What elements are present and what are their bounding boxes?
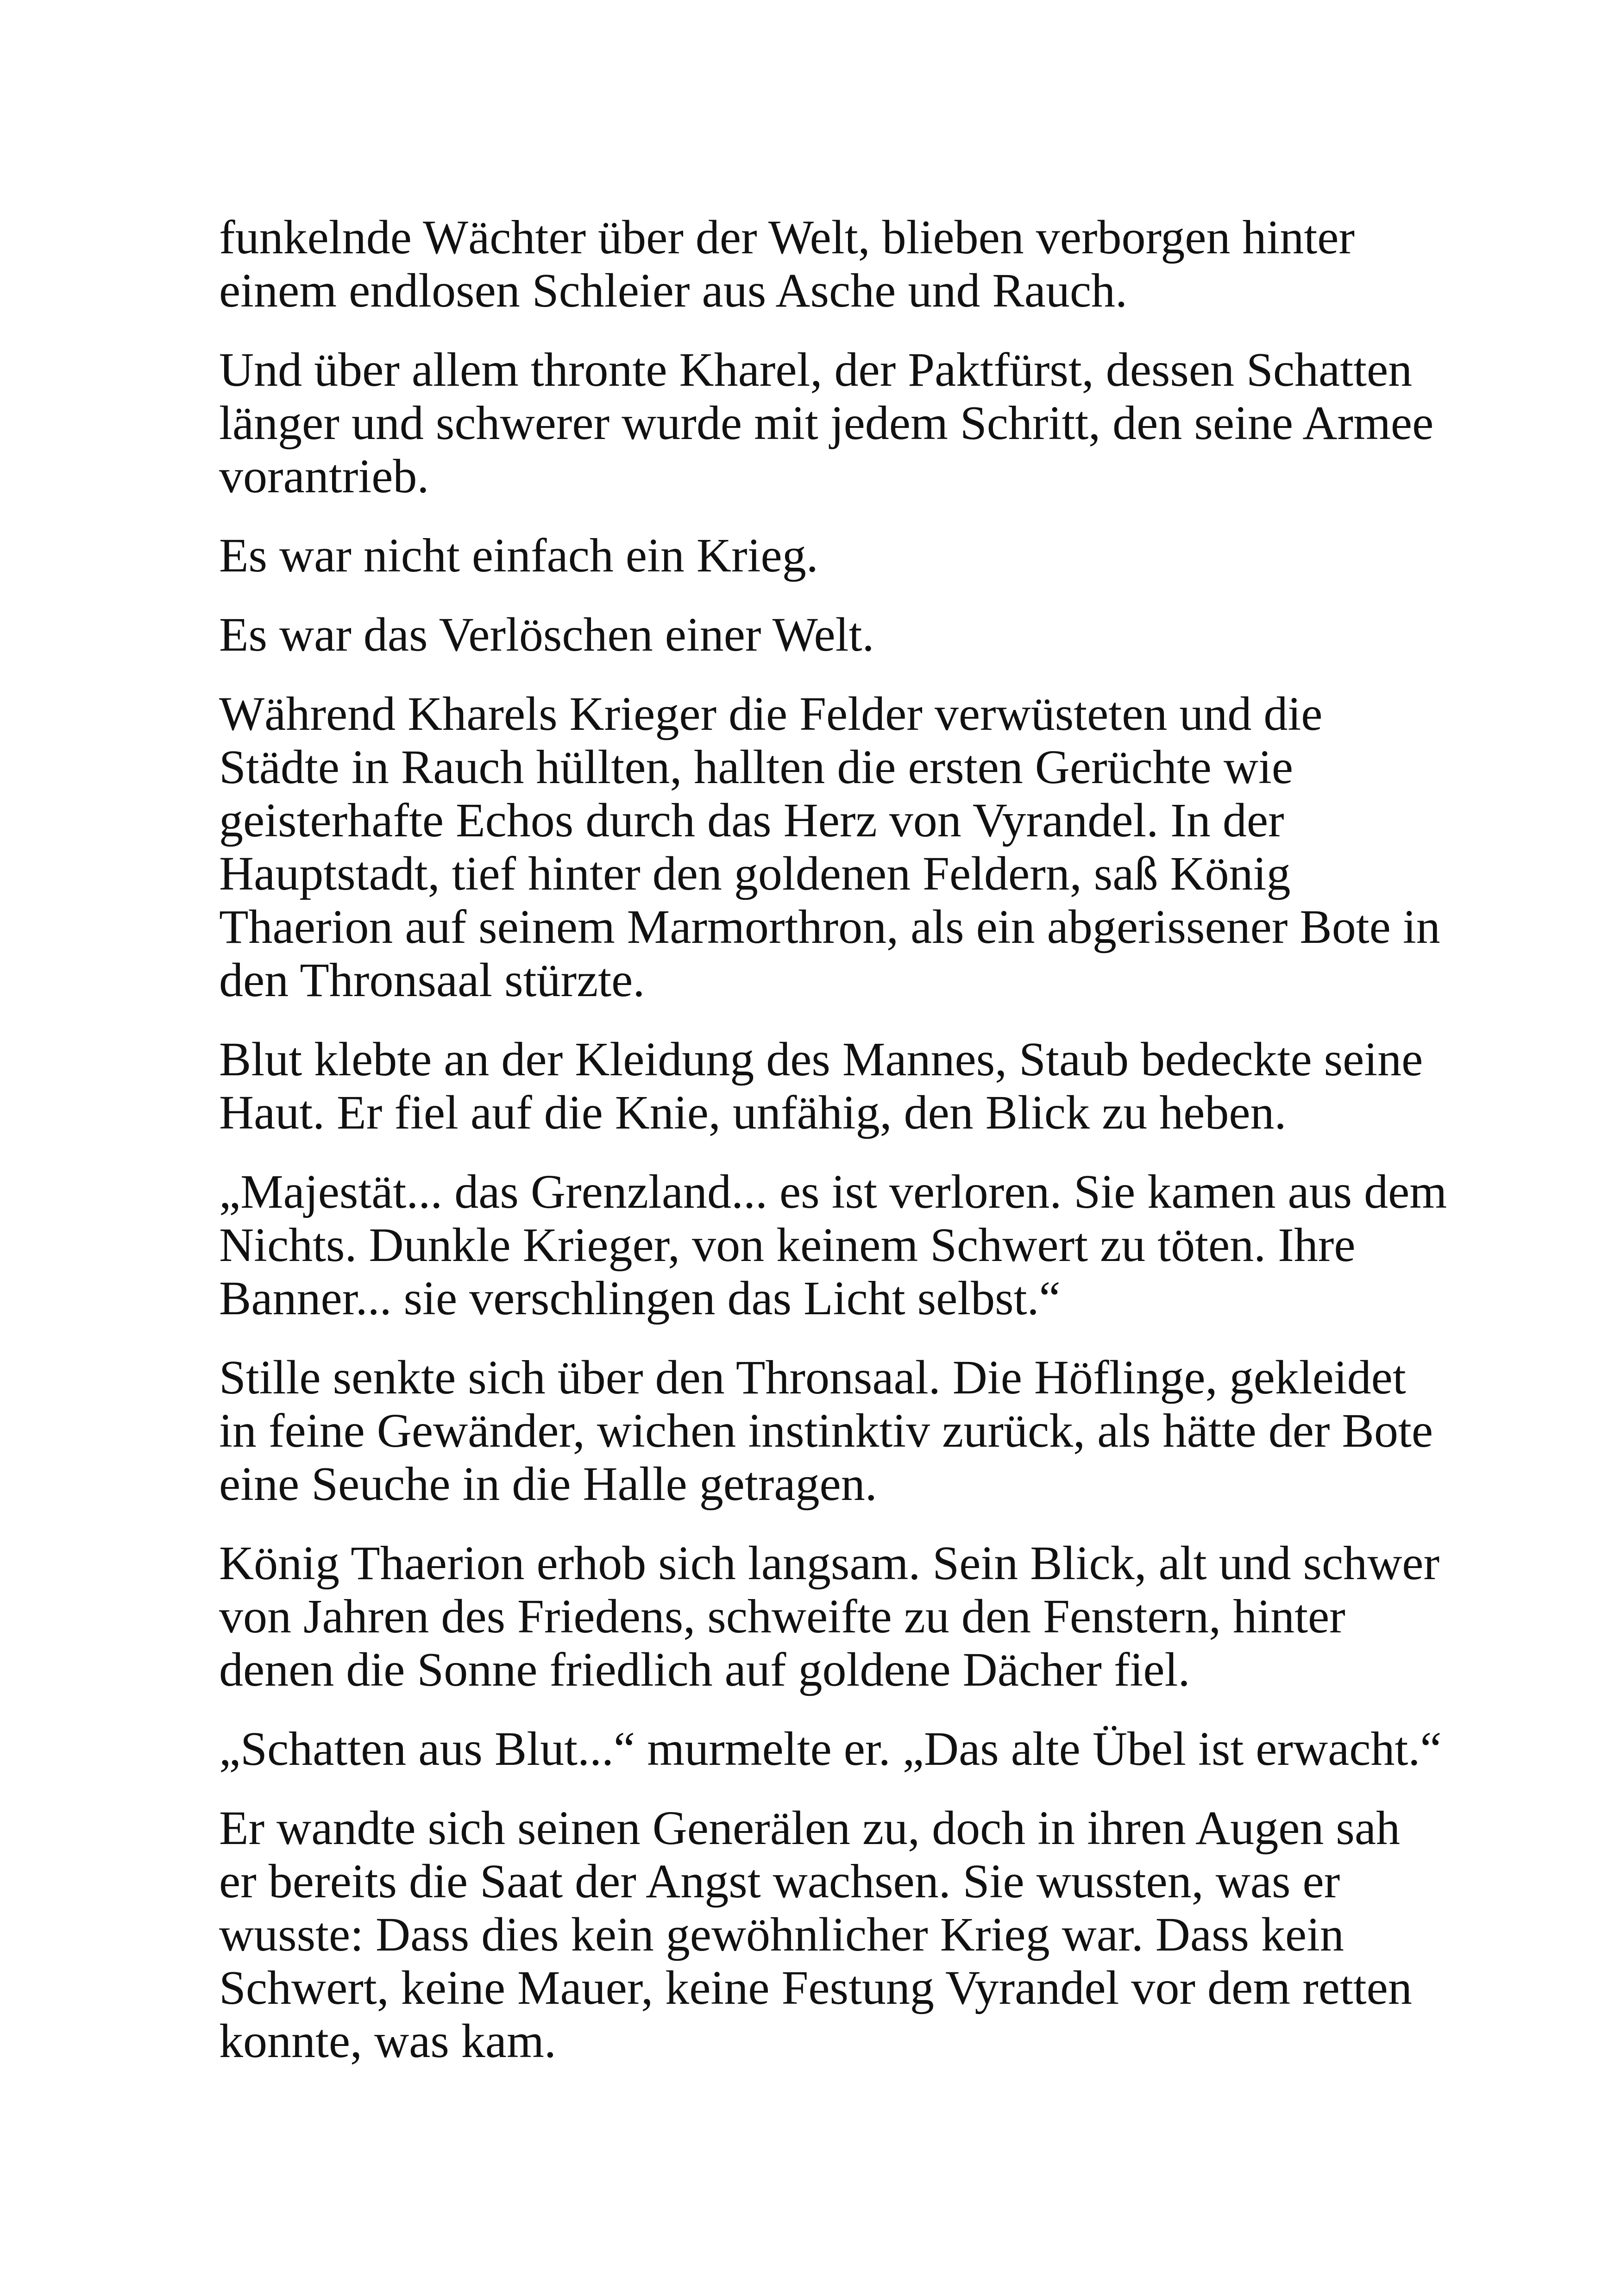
text-line: Und über allem thronte Kharel, der Paktfürst, dessen Schatten [219,343,1413,396]
text-line: Haut. Er fiel auf die Knie, unfähig, den Blick zu heben. [219,1086,1287,1139]
paragraph [219,1033,1433,1139]
text-line: Stille senkte sich über den Thronsaal. Die Höflinge, gekleidet [219,1351,1406,1404]
text-line: Thaerion auf seinem Marmorthron, als ein abgerissener Bote in [219,900,1440,954]
text-line: Während Kharels Krieger die Felder verwüsteten und die [219,687,1323,740]
paragraph [219,1722,1442,1775]
text-line: Blut klebte an der Kleidung des Mannes, Staub bedeckte seine [219,1033,1423,1086]
text-line: König Thaerion erhob sich langsam. Sein Blick, alt und schwer [219,1537,1440,1590]
text-line: Banner... sie verschlingen das Licht selbst.“ [219,1272,1061,1325]
text-line: „Majestät... das Grenzland... es ist verloren. Sie kamen aus dem [219,1165,1447,1218]
paragraph [219,1801,1433,2068]
text-line: denen die Sonne friedlich auf goldene Dächer fiel. [219,1643,1190,1696]
text-line: funkelnde Wächter über der Welt, blieben verborgen hinter [219,211,1355,264]
text-line: von Jahren des Friedens, schweifte zu den Fenstern, hinter [219,1590,1345,1643]
text-line: Hauptstadt, tief hinter den goldenen Feldern, saß König [219,847,1291,900]
paragraph [219,211,1433,317]
text-line: Nichts. Dunkle Krieger, von keinem Schwert zu töten. Ihre [219,1218,1356,1272]
paragraph [219,343,1433,503]
paragraph [219,529,1433,582]
text-line: wusste: Dass dies kein gewöhnlicher Krieg war. Dass kein [219,1908,1345,1961]
text-line: konnte, was kam. [219,2014,556,2068]
paragraph [219,1537,1440,1696]
text-line: einem endlosen Schleier aus Asche und Rauch. [219,264,1128,317]
text-line: den Thronsaal stürzte. [219,954,645,1007]
paragraph [219,608,1433,661]
text-line: länger und schwerer wurde mit jedem Schritt, den seine Armee [219,396,1434,450]
text-line: Städte in Rauch hüllten, hallten die ersten Gerüchte wie [219,740,1294,794]
paragraph [219,1351,1433,1511]
text-line: „Schatten aus Blut...“ murmelte er. „Das alte Übel ist erwacht.“ [219,1722,1442,1775]
text-line: Er wandte sich seinen Generälen zu, doch in ihren Augen sah [219,1801,1401,1855]
text-line: vorantrieb. [219,450,429,503]
text-line: er bereits die Saat der Angst wachsen. Sie wussten, was er [219,1855,1340,1908]
text-line: Es war nicht einfach ein Krieg. [219,529,818,582]
text-line: Es war das Verlöschen einer Welt. [219,608,874,661]
paragraph [219,1165,1447,1325]
text-line: eine Seuche in die Halle getragen. [219,1457,877,1511]
body-text [219,211,1447,2094]
text-line: in feine Gewänder, wichen instinktiv zurück, als hätte der Bote [219,1404,1433,1457]
text-line: Schwert, keine Mauer, keine Festung Vyrandel vor dem retten [219,1961,1412,2014]
text-line: geisterhafte Echos durch das Herz von Vyrandel. In der [219,794,1284,847]
paragraph [219,687,1440,1007]
